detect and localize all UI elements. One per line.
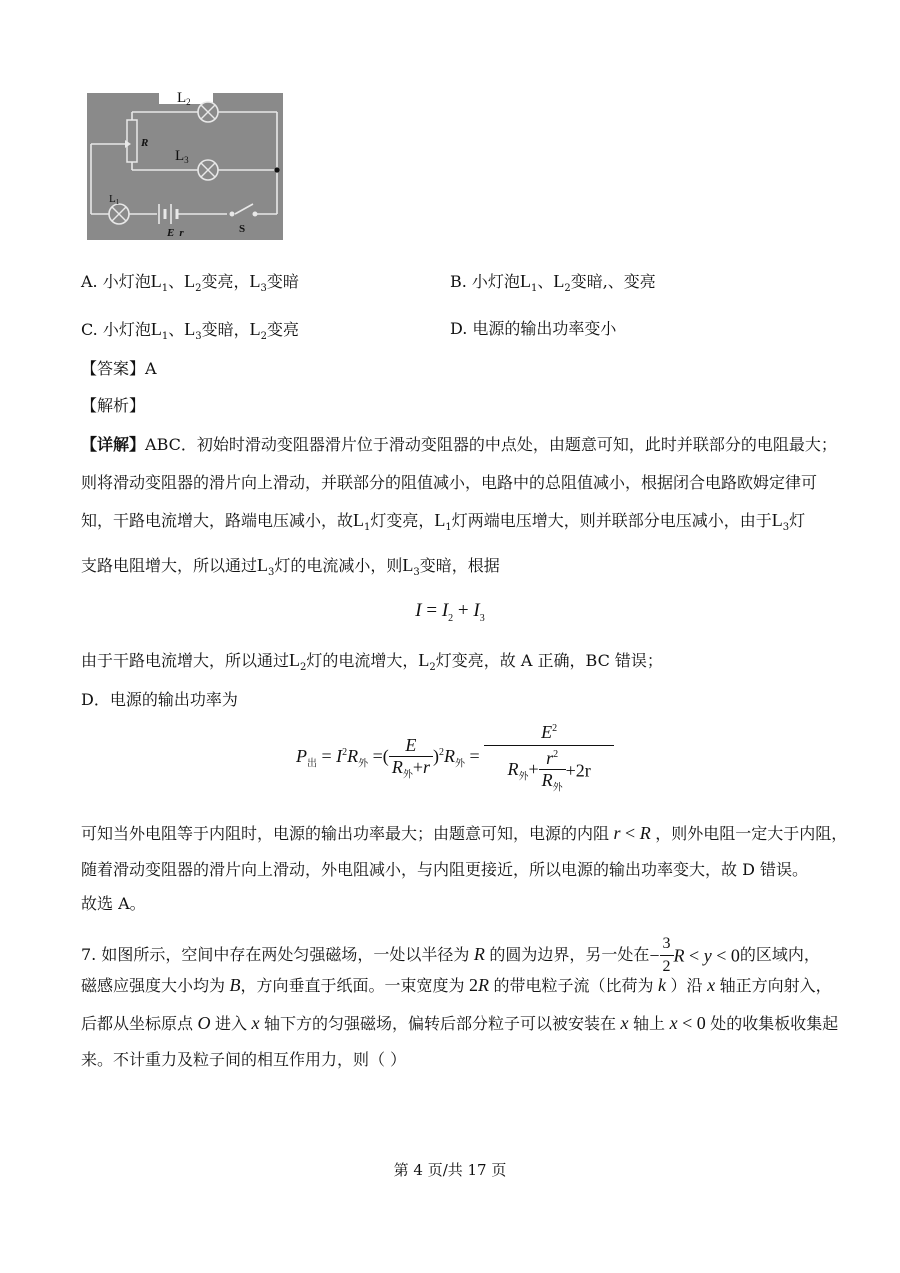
- detail-line-9: 故选 A。: [81, 894, 146, 913]
- lamp-l1: [109, 204, 129, 224]
- analysis-label: 【解析】: [81, 396, 146, 415]
- option-c: C. 小灯泡$L_1$、$L_3$变暗，$L_2$变亮: [81, 319, 300, 343]
- detail-line-6: D．电源的输出功率为: [81, 690, 238, 709]
- q7-line-2: 磁感应强度大小均为 B，方向垂直于纸面。一束宽度为 2R 的带电粒子流（比荷为 k ）沿 x 轴正方向射入，: [81, 975, 832, 995]
- option-d: D. 电源的输出功率变小: [450, 319, 617, 338]
- detail-line-3: 知，干路电流增大，路端电压减小，故$L_1$灯变亮，$L_1$灯两端电压增大，则并联部分电压减小，由于$L_3$灯: [81, 510, 806, 534]
- q7-line-1: 7. 如图所示，空间中存在两处匀强磁场，一处以半径为 R 的圆为边界，另一处在− $\frac{3}{2}$ R < y < 0的区域内，: [81, 935, 820, 975]
- label-r-rheostat: R: [141, 137, 149, 149]
- junction-dot: [274, 167, 279, 172]
- q7-line-3: 后都从坐标原点 O 进入 x 轴下方的匀强磁场，偏转后部分粒子可以被安装在 x 轴上 x < 0 处的收集板收集起: [81, 1013, 839, 1033]
- lamp-l2: [198, 102, 218, 122]
- detail-line-5: 由于干路电流增大，所以通过$L_2$灯的电流增大，$L_2$灯变亮，故 A 正确，BC 错误；: [81, 650, 663, 674]
- label-l3: L: [175, 148, 185, 164]
- detail-line-2: 则将滑动变阻器的滑片向上滑动，并联部分的阻值减小，电路中的总阻值减小，根据闭合电路欧姆定律可: [81, 473, 818, 492]
- option-a: A. 小灯泡$L_1$、$L_2$变亮，$L_3$变暗: [81, 271, 299, 295]
- answer: 【答案】A: [81, 359, 157, 378]
- equation-current-sum: $I = I_2 + I_3$: [415, 600, 485, 624]
- q7-line-4: 来。不计重力及粒子间的相互作用力，则（ ）: [81, 1050, 407, 1069]
- detail-line-7: 可知当外电阻等于内阻时，电源的输出功率最大；由题意可知，电源的内阻 r < R ，则外电阻一定大于内阻，: [81, 823, 848, 843]
- lamp-l3: [198, 160, 218, 180]
- detail-line-8: 随着滑动变阻器的滑片向上滑动，外电阻减小，与内阻更接近，所以电源的输出功率变大，故 D 错误。: [81, 860, 809, 879]
- detail-line-4: 支路电阻增大，所以通过$L_3$灯的电流减小，则$L_3$变暗，根据: [81, 555, 500, 579]
- label-e: E: [167, 227, 175, 239]
- page-footer: 第 4 页/共 17 页: [393, 1161, 507, 1179]
- label-l1-sub: 1: [115, 198, 120, 206]
- label-l2: L: [177, 90, 187, 106]
- equation-output-power: $P_出 = I^2R_外$ =( $\frac{E}{R_外+r}$ )$^2R_外$ = $E^2$ $R_外+$ $\frac{r^2}{R_外}$ +2r: [296, 722, 614, 794]
- label-l2-sub: 2: [186, 97, 191, 107]
- rheostat: [127, 120, 137, 162]
- label-l3-sub: 3: [184, 155, 189, 165]
- label-r-internal: r: [179, 227, 184, 239]
- label-l1: L: [109, 193, 116, 205]
- option-b: B. 小灯泡$L_1$、$L_2$变暗,、变亮: [450, 271, 656, 295]
- label-s: S: [239, 223, 246, 235]
- circuit-diagram: [87, 90, 283, 240]
- detail-line-1: 【详解】ABC．初始时滑动变阻器滑片位于滑动变阻器的中点处，由题意可知，此时并联部分的电阻最大；: [81, 435, 837, 454]
